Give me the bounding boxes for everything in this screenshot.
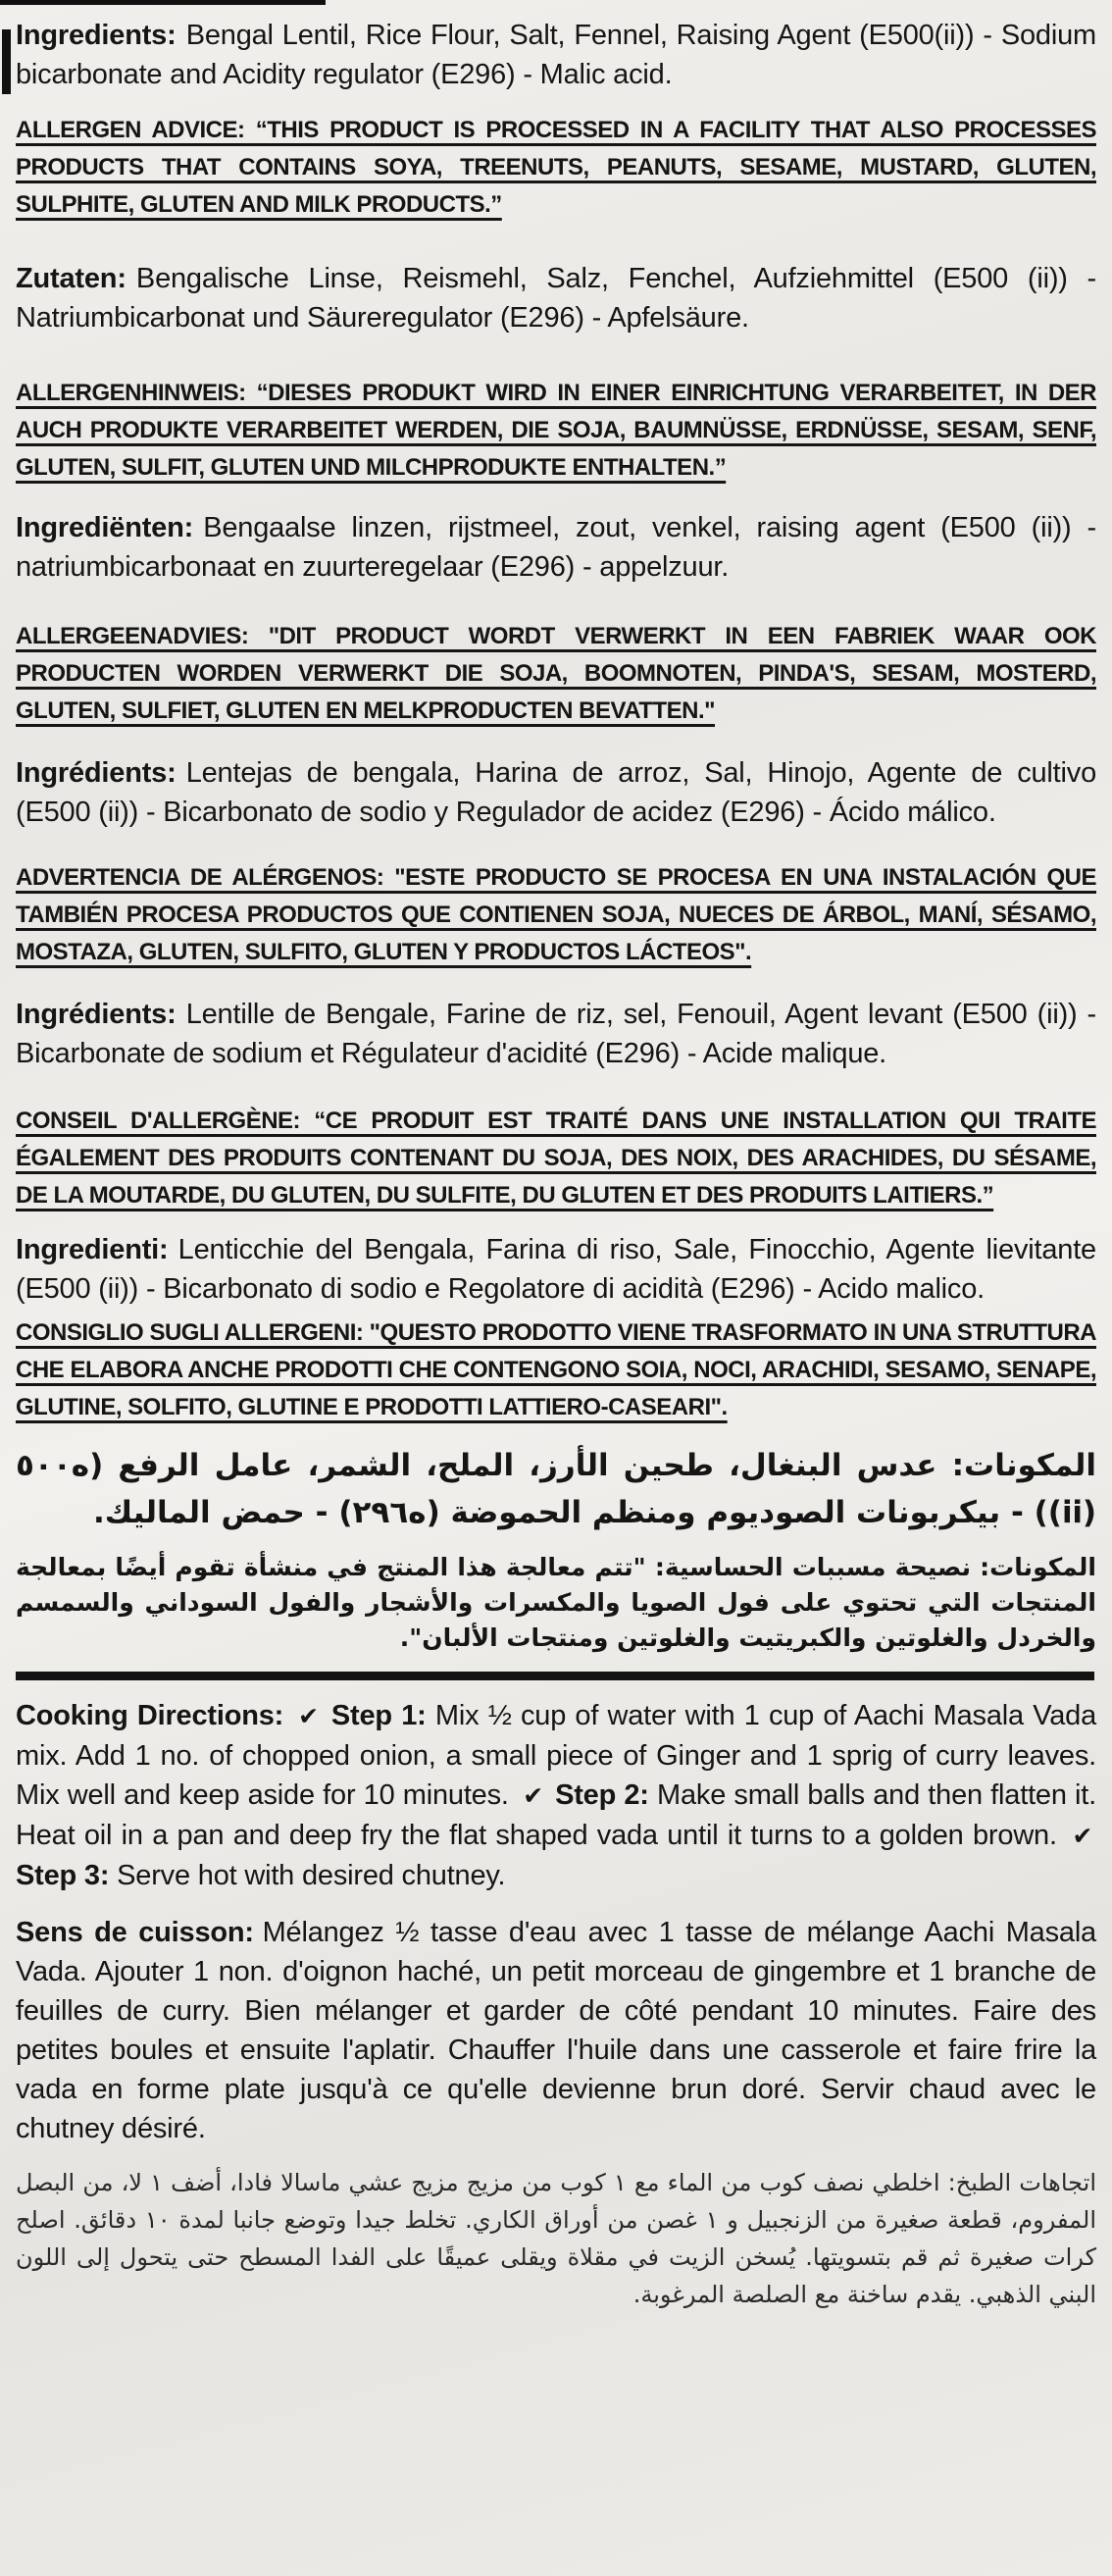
- print-artifact-left-bar: [2, 29, 11, 94]
- ingredients-de-text: Bengalische Linse, Reismehl, Salz, Fenchel, Aufziehmittel (E500 (ii)) - Natriumbicarbonat und Säureregulator (E296) - Apfelsäure.: [16, 263, 1096, 334]
- step-3-label: Step 3:: [16, 1860, 110, 1891]
- ingredients-nl-lead: Ingrediënten:: [16, 512, 194, 543]
- allergen-advice-it: CONSIGLIO SUGLI ALLERGENI: "QUESTO PRODOTTO VIENE TRASFORMATO IN UNA STRUTTURA CHE ELABORA ANCHE PRODOTTI CHE CONTENGONO SOIA, NOCI, ARACHIDI, SESAMO, SENAPE, GLUTINE, SOLFITO, GLUTINE E PRODOTTI LATTIERO-CASEARI".: [16, 1319, 1096, 1420]
- check-icon: ✔: [1072, 1823, 1093, 1850]
- step-1-label: Step 1:: [330, 1700, 427, 1731]
- ingredients-es-lead: Ingrédients:: [16, 757, 177, 789]
- step-2-text: Make small balls and then flatten it. Heat oil in a pan and deep fry the flat shaped vada until it turns to a golden brown.: [16, 1779, 1097, 1851]
- allergen-advice-fr: CONSEIL D'ALLERGÈNE: “CE PRODUIT EST TRAITÉ DANS UNE INSTALLATION QUI TRAITE ÉGALEMENT DES PRODUITS CONTENANT DU SOJA, DES NOIX, DES ARACHIDES, DU SÉSAME, DE LA MOUTARDE, DU GLUTEN, DU SULFITE, DU GLUTEN ET DES PRODUITS LAITIERS.”: [16, 1108, 1096, 1209]
- allergen-advice-es: ADVERTENCIA DE ALÉRGENOS: "ESTE PRODUCTO SE PROCESA EN UNA INSTALACIÓN QUE TAMBIÉN PROCESA PRODUCTOS QUE CONTIENEN SOJA, NUECES DE ÁRBOL, MANÍ, SÉSAMO, MOSTAZA, GLUTEN, SULFITO, GLUTEN Y PRODUCTOS LÁCTEOS".: [16, 864, 1096, 965]
- allergen-advice-ar: المكونات: نصيحة مسببات الحساسية: "تتم معالجة هذا المنتج في منشأة تقوم أيضًا بمعالجة المنتجات التي تحتوي على فول الصويا والمكسرات والأشجار والفول السوداني والسمسم والخردل والغلوتين والكبريتيت والغلوتين ومنتجات الألبان".: [16, 1553, 1096, 1652]
- cooking-directions-en-lead: Cooking Directions:: [16, 1700, 284, 1731]
- ingredients-es-text: Lentejas de bengala, Harina de arroz, Sal, Hinojo, Agente de cultivo (E500 (ii)) - Bicarbonato de sodio y Regulador de acidez (E296) - Ácido málico.: [16, 757, 1096, 828]
- ingredients-de: [16, 259, 1096, 337]
- ingredients-nl-text: Bengaalse linzen, rijstmeel, zout, venkel, raising agent (E500 (ii)) - natriumbicarbonaat en zuurteregelaar (E296) - appelzuur.: [16, 512, 1096, 583]
- ingredients-en-lead: Ingredients:: [16, 20, 177, 51]
- ingredients-en-text: Bengal Lentil, Rice Flour, Salt, Fennel, Raising Agent (E500(ii)) - Sodium bicarbonate and Acidity regulator (E296) - Malic acid.: [16, 20, 1096, 90]
- section-divider: [16, 1672, 1094, 1680]
- ingredients-fr-lead: Ingrédients:: [16, 999, 177, 1030]
- print-artifact-top-line: [0, 0, 326, 5]
- ingredients-ar: المكونات: عدس البنغال، طحين الأرز، الملح، الشمر، عامل الرفع (ه٥٠٠ (ii)) - بيكربونات الصوديوم ومنظم الحموضة (ه٢٩٦) - حمض الماليك.: [16, 1448, 1096, 1530]
- allergen-advice-de: ALLERGENHINWEIS: “DIESES PRODUKT WIRD IN EINER EINRICHTUNG VERARBEITET, IN DER AUCH PRODUKTE VERARBEITET WERDEN, DIE SOJA, BAUMNÜSSE, ERDNÜSSE, SESAM, SENF, GLUTEN, SULFIT, GLUTEN UND MILCHPRODUKTE ENTHALTEN.”: [16, 380, 1096, 481]
- ingredients-nl: [16, 508, 1096, 587]
- cooking-directions-fr-lead: Sens de cuisson:: [16, 1917, 254, 1948]
- allergen-advice-en: ALLERGEN ADVICE: “THIS PRODUCT IS PROCESSED IN A FACILITY THAT ALSO PROCESSES PRODUCTS THAT CONTAINS SOYA, TREENUTS, PEANUTS, SESAME, MUSTARD, GLUTEN, SULPHITE, GLUTEN AND MILK PRODUCTS.”: [16, 117, 1096, 218]
- cooking-directions-en: [16, 1696, 1096, 1895]
- cooking-directions-fr: [16, 1913, 1096, 2148]
- ingredients-it: [16, 1230, 1096, 1309]
- step-2-label: Step 2:: [555, 1779, 649, 1811]
- ingredients-fr: [16, 995, 1096, 1073]
- step-1-text: Mix ½ cup of water with 1 cup of Aachi Masala Vada mix. Add 1 no. of chopped onion, a small piece of Ginger and 1 sprig of curry leaves. Mix well and keep aside for 10 minutes.: [16, 1700, 1097, 1811]
- ingredients-es: [16, 753, 1096, 832]
- step-3-text: Serve hot with desired chutney.: [117, 1860, 506, 1891]
- check-icon: ✔: [523, 1782, 544, 1810]
- ingredients-en: [16, 16, 1096, 94]
- ingredients-de-lead: Zutaten:: [16, 263, 126, 294]
- cooking-directions-ar: اتجاهات الطبخ: اخلطي نصف كوب من الماء مع ١ كوب من مزيج مزيج عشي ماسالا فادا، أضف ١ لا، من البصل المفروم، قطعة صغيرة من الزنجبيل و ١ غصن من أوراق الكاري. تخلط جيدا وتوضع جانبا لمدة ١٠ دقائق. اصلح كرات صغيرة ثم قم بتسويتها. يُسخن الزيت في مقلاة ويقلى عميقًا على الفدا المسطح حتى يتحول إلى اللون البني الذهبي. يقدم ساخنة مع الصلصة المرغوبة.: [16, 2169, 1096, 2308]
- ingredients-fr-text: Lentille de Bengale, Farine de riz, sel, Fenouil, Agent levant (E500 (ii)) - Bicarbonate de sodium et Régulateur d'acidité (E296) - Acide malique.: [16, 999, 1096, 1069]
- cooking-directions-fr-text: Mélangez ½ tasse d'eau avec 1 tasse de mélange Aachi Masala Vada. Ajouter 1 non. d'oignon haché, un petit morceau de gingembre et 1 branche de feuilles de curry. Bien mélanger et garder de côté pendant 10 minutes. Faire des petites boules et ensuite l'aplatir. Chauffer l'huile dans une casserole et faire frire la vada en forme plate jusqu'à ce qu'elle devienne brun doré. Servir chaud avec le chutney désiré.: [16, 1917, 1096, 2144]
- check-icon: ✔: [298, 1703, 319, 1730]
- ingredients-it-text: Lenticchie del Bengala, Farina di riso, Sale, Finocchio, Agente lievitante (E500 (ii)) - Bicarbonato di sodio e Regolatore di acidità (E296) - Acido malico.: [16, 1234, 1096, 1305]
- ingredients-it-lead: Ingredienti:: [16, 1234, 169, 1265]
- allergen-advice-nl: ALLERGEENADVIES: "DIT PRODUCT WORDT VERWERKT IN EEN FABRIEK WAAR OOK PRODUCTEN WORDEN VERWERKT DIE SOJA, BOOMNOTEN, PINDA'S, SESAM, MOSTERD, GLUTEN, SULFIET, GLUTEN EN MELKPRODUCTEN BEVATTEN.": [16, 623, 1096, 724]
